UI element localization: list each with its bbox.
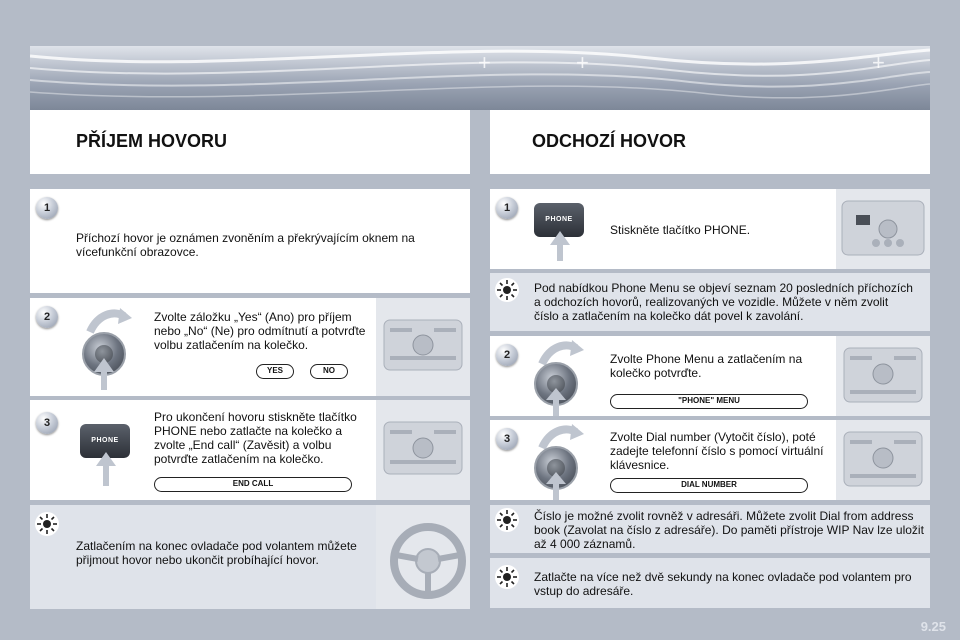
header-banner <box>30 46 930 110</box>
right-tip2-panel <box>490 505 930 553</box>
end-call-button[interactable]: END CALL <box>154 477 352 492</box>
step-number-badge: 1 <box>36 197 58 219</box>
yes-button[interactable]: YES <box>256 364 294 379</box>
left-step3-panel <box>30 400 470 500</box>
page-number: 9.25 <box>920 619 946 634</box>
step-number-badge: 3 <box>496 428 518 450</box>
phone-button-icon: PHONE <box>80 424 130 458</box>
tip-sun-icon <box>494 564 520 590</box>
step-number-badge: 2 <box>36 306 58 328</box>
step-text: Zvolte záložku „Yes“ (Ano) pro příjem nebo „No“ (Ne) pro odmítnutí a potvrďte volbu zatlačením na kolečko. <box>154 310 366 352</box>
dial-number-button[interactable]: DIAL NUMBER <box>610 478 808 493</box>
tip-text: Číslo je možné zvolit rovněž v adresáři. Můžete zvolit Dial from address book (Zavolat na číslo z adresáře). Do paměti přístroje WIP Nav lze uložit až 4 000 záznamů. <box>534 509 924 551</box>
tip-sun-icon <box>494 507 520 533</box>
steering-wheel-icon <box>376 505 470 609</box>
left-step2-panel <box>30 298 470 396</box>
left-section-title: PŘÍJEM HOVORU <box>76 131 228 151</box>
press-arrow-icon <box>92 358 116 390</box>
step-number-badge: 3 <box>36 412 58 434</box>
press-arrow-icon <box>544 388 568 416</box>
tip-text: Pod nabídkou Phone Menu se objeví seznam 20 posledních příchozích a odchozích hovorů, realizovaných ve vozidle. Můžete v něm zvolit číslo a zatlačením na kolečko dát povel k zavolání. <box>534 281 913 323</box>
step-text: Stiskněte tlačítko PHONE. <box>610 223 751 237</box>
press-arrow-icon <box>548 231 572 261</box>
phone-button-icon: PHONE <box>534 203 584 237</box>
tip-text: Zatlačením na konec ovladače pod volantem můžete přijmout hovor nebo ukončit probíhající hovor. <box>76 539 357 567</box>
right-section-title: ODCHOZÍ HOVOR <box>532 131 687 151</box>
radio-unit-image <box>836 336 930 416</box>
no-button[interactable]: NO <box>310 364 348 379</box>
radio-unit-image <box>836 189 930 269</box>
step-text: Zvolte Phone Menu a zatlačením na kolečko potvrďte. <box>610 352 803 380</box>
rotate-arrow-icon <box>84 306 134 336</box>
step-text: Pro ukončení hovoru stiskněte tlačítko PHONE nebo zatlačte na kolečko a zvolte „End call“ (Zavěsit) a volbu potvrďte zatlačením na kolečko. <box>154 410 357 466</box>
right-step3-panel <box>490 420 930 500</box>
radio-unit-image <box>376 400 470 500</box>
left-step1-panel <box>30 189 470 293</box>
steering-wheel-image <box>376 505 470 609</box>
step-number-badge: 2 <box>496 344 518 366</box>
press-arrow-icon <box>544 472 568 500</box>
svg-text:+: + <box>478 50 491 75</box>
right-tip3-panel <box>490 558 930 608</box>
step-text: Příchozí hovor je oznámen zvoněním a překrývajícím oknem na vícefunkční obrazovce. <box>76 231 415 259</box>
radio-unit-image <box>836 420 930 500</box>
wave-decoration <box>30 46 930 110</box>
left-tip-panel <box>30 505 470 609</box>
svg-text:+: + <box>872 50 885 75</box>
right-tip1-panel <box>490 273 930 331</box>
radio-unit-image <box>376 298 470 396</box>
svg-text:+: + <box>576 50 589 75</box>
phone-menu-button[interactable]: "PHONE" MENU <box>610 394 808 409</box>
tip-sun-icon <box>34 511 60 537</box>
step-number-badge: 1 <box>496 197 518 219</box>
press-arrow-icon <box>94 452 118 486</box>
step-text: Zvolte Dial number (Vytočit číslo), poté zadejte telefonní číslo s pomocí virtuální klávesnice. <box>610 430 824 472</box>
tip-text: Zatlačte na více než dvě sekundy na konec ovladače pod volantem pro vstup do adresáře. <box>534 570 912 598</box>
right-step2-panel <box>490 336 930 416</box>
right-step1-panel <box>490 189 930 269</box>
tip-sun-icon <box>494 277 520 303</box>
